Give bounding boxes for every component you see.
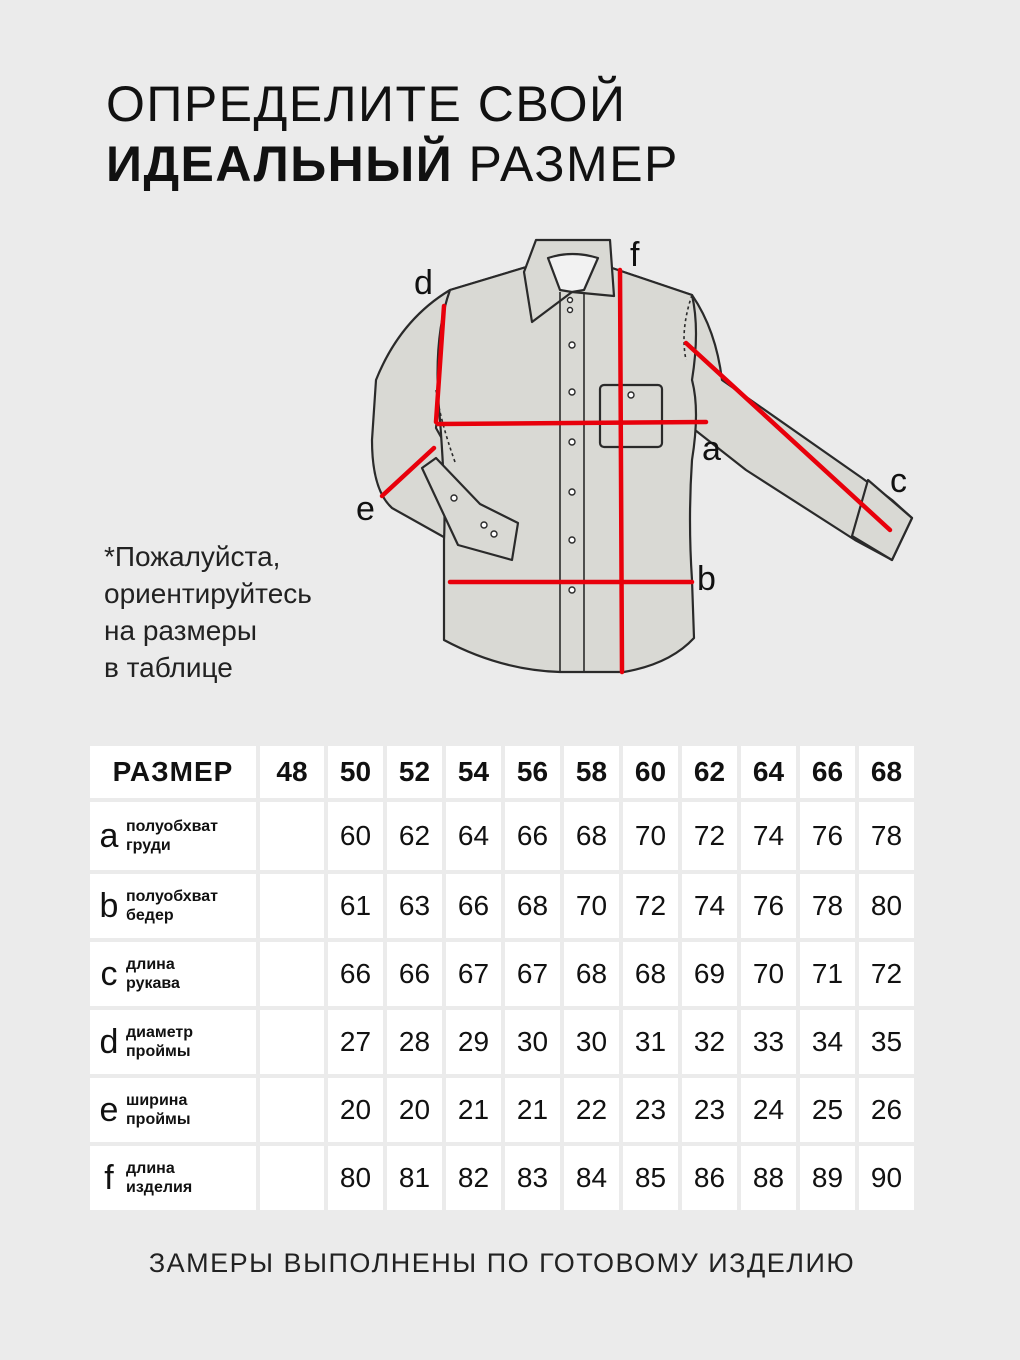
- value-cell: 86: [682, 1146, 737, 1210]
- value-cell: 66: [387, 942, 442, 1006]
- measure-f: [620, 270, 622, 672]
- value-cell: [260, 874, 324, 938]
- page-title: [106, 74, 679, 194]
- value-cell: 22: [564, 1078, 619, 1142]
- value-cell: 21: [505, 1078, 560, 1142]
- value-cell: 74: [682, 874, 737, 938]
- param-line-1: диаметр: [126, 1024, 194, 1041]
- param-cell: [90, 802, 256, 870]
- value-cell: [260, 1146, 324, 1210]
- param-label: [90, 1091, 256, 1129]
- value-cell: [260, 802, 324, 870]
- value-cell: 29: [446, 1010, 501, 1074]
- value-cell: 71: [800, 942, 855, 1006]
- value-cell: 90: [859, 1146, 914, 1210]
- param-line-1: длина: [126, 1160, 175, 1177]
- value-cell: 69: [682, 942, 737, 1006]
- table-row: [90, 1146, 914, 1210]
- table-row: [90, 874, 914, 938]
- label-e: e: [356, 490, 375, 528]
- header-size: 56: [505, 746, 560, 798]
- value-cell: 31: [623, 1010, 678, 1074]
- param-label: [90, 955, 256, 993]
- value-cell: 20: [387, 1078, 442, 1142]
- value-cell: 80: [328, 1146, 383, 1210]
- value-cell: 76: [741, 874, 796, 938]
- header-label: РАЗМЕР: [90, 746, 256, 798]
- value-cell: 26: [859, 1078, 914, 1142]
- param-cell: [90, 942, 256, 1006]
- value-cell: 68: [623, 942, 678, 1006]
- value-cell: 24: [741, 1078, 796, 1142]
- value-cell: 32: [682, 1010, 737, 1074]
- value-cell: 78: [800, 874, 855, 938]
- value-cell: 64: [446, 802, 501, 870]
- value-cell: 35: [859, 1010, 914, 1074]
- label-a: a: [702, 430, 721, 468]
- header-size: 64: [741, 746, 796, 798]
- param-description: [126, 955, 180, 993]
- param-letter: d: [99, 1023, 119, 1061]
- value-cell: 83: [505, 1146, 560, 1210]
- value-cell: 62: [387, 802, 442, 870]
- title-bold-word: ИДЕАЛЬНЫЙ: [106, 136, 454, 192]
- value-cell: 33: [741, 1010, 796, 1074]
- value-cell: 66: [505, 802, 560, 870]
- value-cell: 30: [564, 1010, 619, 1074]
- table-row: [90, 1010, 914, 1074]
- param-cell: [90, 1146, 256, 1210]
- value-cell: 78: [859, 802, 914, 870]
- title-rest: РАЗМЕР: [453, 136, 679, 192]
- param-letter: f: [104, 1159, 114, 1197]
- param-label: [90, 1159, 256, 1197]
- header-size: 60: [623, 746, 678, 798]
- header-size: 54: [446, 746, 501, 798]
- value-cell: 67: [446, 942, 501, 1006]
- value-cell: 68: [564, 942, 619, 1006]
- header-size: 68: [859, 746, 914, 798]
- label-b: b: [697, 560, 716, 598]
- shirt-diagram: [350, 228, 930, 678]
- title-line-2: [106, 134, 679, 194]
- param-line-1: полуобхват: [126, 818, 219, 835]
- value-cell: [260, 1078, 324, 1142]
- title-line-1: ОПРЕДЕЛИТЕ СВОЙ: [106, 76, 627, 132]
- table-row: [90, 802, 914, 870]
- value-cell: 66: [446, 874, 501, 938]
- param-line-2: проймы: [126, 1111, 191, 1128]
- value-cell: 61: [328, 874, 383, 938]
- note-line: на размеры: [104, 615, 258, 646]
- value-cell: 66: [328, 942, 383, 1006]
- value-cell: 72: [623, 874, 678, 938]
- value-cell: [260, 942, 324, 1006]
- value-cell: 68: [505, 874, 560, 938]
- value-cell: 74: [741, 802, 796, 870]
- value-cell: 89: [800, 1146, 855, 1210]
- note-line: в таблице: [104, 652, 233, 683]
- value-cell: 23: [682, 1078, 737, 1142]
- value-cell: 28: [387, 1010, 442, 1074]
- param-description: [126, 1091, 191, 1129]
- param-line-2: бедер: [126, 907, 174, 924]
- value-cell: 25: [800, 1078, 855, 1142]
- header-size: 52: [387, 746, 442, 798]
- value-cell: 76: [800, 802, 855, 870]
- value-cell: 70: [623, 802, 678, 870]
- value-cell: 27: [328, 1010, 383, 1074]
- header-size: 48: [260, 746, 324, 798]
- param-description: [126, 1023, 193, 1061]
- param-line-2: рукава: [126, 975, 180, 992]
- value-cell: 85: [623, 1146, 678, 1210]
- value-cell: 34: [800, 1010, 855, 1074]
- param-letter: b: [99, 887, 119, 925]
- value-cell: 68: [564, 802, 619, 870]
- table-row: [90, 942, 914, 1006]
- value-cell: 81: [387, 1146, 442, 1210]
- label-f: f: [630, 236, 640, 274]
- value-cell: 63: [387, 874, 442, 938]
- param-label: [90, 1023, 256, 1061]
- header-size: 62: [682, 746, 737, 798]
- label-c: c: [890, 462, 907, 500]
- value-cell: 21: [446, 1078, 501, 1142]
- param-cell: [90, 1010, 256, 1074]
- header-size: 50: [328, 746, 383, 798]
- param-line-1: полуобхват: [126, 888, 219, 905]
- value-cell: 20: [328, 1078, 383, 1142]
- note-line: ориентируйтесь: [104, 578, 312, 609]
- param-label: [90, 887, 256, 925]
- header-size: 66: [800, 746, 855, 798]
- value-cell: [260, 1010, 324, 1074]
- footer-note: ЗАМЕРЫ ВЫПОЛНЕНЫ ПО ГОТОВОМУ ИЗДЕЛИЮ: [148, 1248, 856, 1278]
- param-letter: e: [99, 1091, 119, 1129]
- param-letter: a: [99, 817, 119, 855]
- param-description: [126, 887, 218, 925]
- param-line-2: проймы: [126, 1043, 191, 1060]
- table-header-row: [90, 746, 914, 798]
- label-d: d: [414, 264, 433, 302]
- shirt-body: [438, 265, 696, 672]
- param-line-2: изделия: [126, 1179, 193, 1196]
- value-cell: 60: [328, 802, 383, 870]
- value-cell: 72: [682, 802, 737, 870]
- value-cell: 84: [564, 1146, 619, 1210]
- value-cell: 70: [564, 874, 619, 938]
- value-cell: 23: [623, 1078, 678, 1142]
- param-description: [126, 817, 218, 855]
- size-table: [86, 742, 918, 1214]
- param-label: [90, 817, 256, 855]
- param-line-1: ширина: [126, 1092, 188, 1109]
- param-cell: [90, 1078, 256, 1142]
- param-line-2: груди: [126, 837, 171, 854]
- value-cell: 88: [741, 1146, 796, 1210]
- table-row: [90, 1078, 914, 1142]
- param-line-1: длина: [126, 956, 175, 973]
- value-cell: 30: [505, 1010, 560, 1074]
- value-cell: 80: [859, 874, 914, 938]
- header-size: 58: [564, 746, 619, 798]
- param-cell: [90, 874, 256, 938]
- value-cell: 82: [446, 1146, 501, 1210]
- measure-a: [438, 422, 706, 424]
- param-description: [126, 1159, 192, 1197]
- value-cell: 70: [741, 942, 796, 1006]
- value-cell: 67: [505, 942, 560, 1006]
- note-line: *Пожалуйста,: [104, 541, 281, 572]
- value-cell: 72: [859, 942, 914, 1006]
- param-letter: c: [100, 955, 118, 993]
